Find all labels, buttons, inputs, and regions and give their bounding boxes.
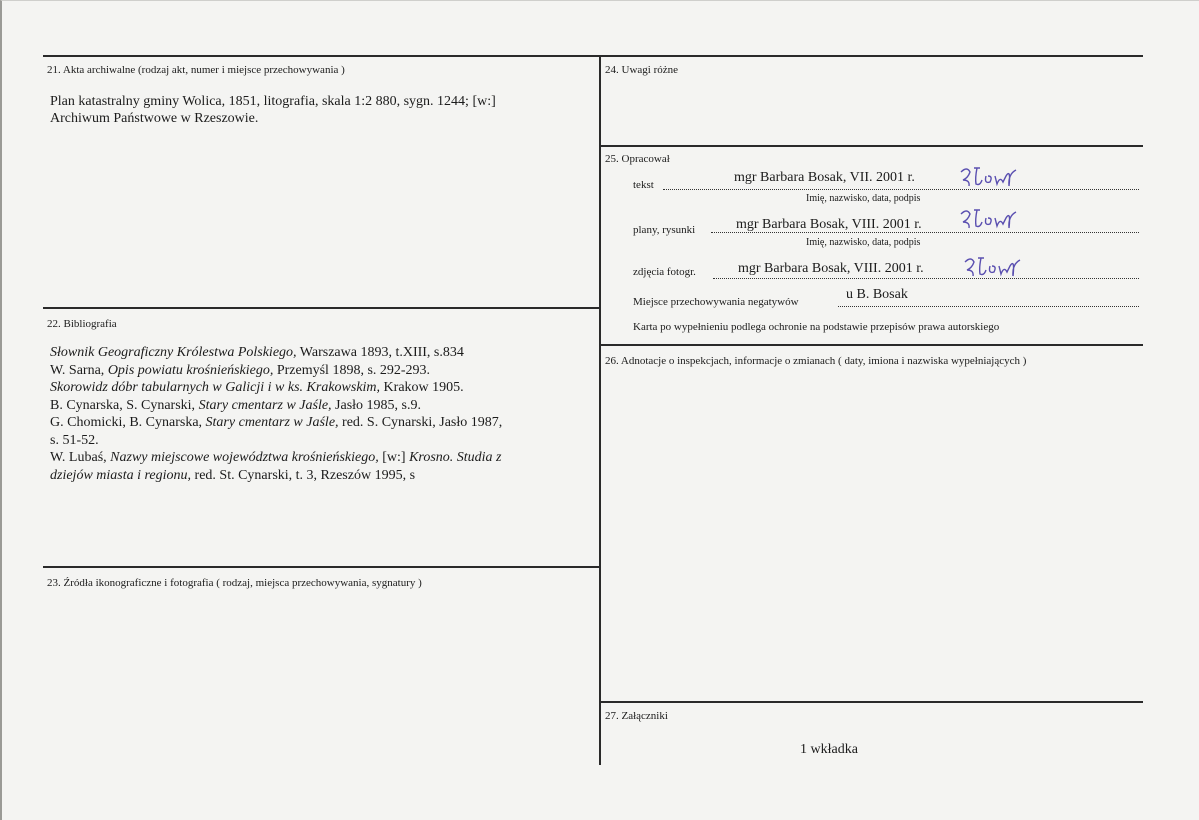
attachments-value: 1 wkładka	[800, 742, 858, 757]
biblio-rest: [w:]	[378, 450, 410, 465]
biblio-author: W. Sarna,	[50, 362, 108, 378]
biblio-rest: Warszawa 1893, t.XIII, s.834	[296, 345, 464, 360]
biblio-entry	[50, 397, 595, 415]
plany-value: mgr Barbara Bosak, VIII. 2001 r.	[736, 217, 922, 232]
biblio-entry	[50, 449, 595, 467]
biblio-rest: red. S. Cynarski, Jasło 1987,	[338, 415, 503, 430]
biblio-author: s. 51-52.	[50, 432, 99, 448]
signature-icon	[958, 206, 1030, 232]
sec23-title: 23. Źródła ikonograficzne i fotografia ( rodzaj, miejsca przechowywania, sygnatury )	[47, 577, 422, 589]
sec26-title: 26. Adnotacje o inspekcjach, informacje o zmianach ( daty, imiona i nazwiska wypełniających )	[605, 355, 1027, 367]
tekst-value: mgr Barbara Bosak, VII. 2001 r.	[734, 170, 915, 185]
sec21-line1: Plan katastralny gminy Wolica, 1851, litografia, skala 1:2 880, sygn. 1244; [w:]	[50, 94, 496, 109]
biblio-rest: Krakow 1905.	[380, 380, 464, 395]
signature-icon	[962, 254, 1034, 280]
caption-2: Imię, nazwisko, data, podpis	[806, 237, 921, 248]
biblio-rest: red. St. Cynarski, t. 3, Rzeszów 1995, s	[191, 467, 416, 483]
rule-center	[599, 55, 601, 765]
biblio-entry	[50, 362, 595, 380]
rule-25-26	[600, 344, 1143, 346]
biblio-title-2: Krosno. Studia z	[409, 450, 502, 465]
plany-label: plany, rysunki	[633, 224, 696, 236]
rule-22-23	[43, 566, 600, 568]
miejsce-label: Miejsce przechowywania negatywów	[633, 296, 799, 308]
sec21-line2: Archiwum Państwowe w Rzeszowie.	[50, 111, 259, 126]
biblio-author: W. Lubaś,	[50, 450, 111, 465]
sec22-title: 22. Bibliografia	[47, 318, 117, 330]
bibliography-list	[50, 344, 595, 484]
sec27-title: 27. Załączniki	[605, 710, 668, 722]
rule-top	[43, 55, 1143, 57]
sec24-title: 24. Uwagi różne	[605, 64, 679, 76]
biblio-rest: Przemyśl 1898, s. 292-293.	[273, 362, 431, 378]
tekst-dotted-line	[663, 189, 1139, 190]
zdjecia-dotted-line	[713, 278, 1139, 279]
tekst-label: tekst	[633, 179, 654, 191]
biblio-title: Słownik Geograficzny Królestwa Polskiego,	[50, 345, 297, 360]
copyright-note: Karta po wypełnieniu podlega ochronie na podstawie przepisów prawa autorskiego	[633, 321, 1000, 333]
biblio-entry	[50, 379, 595, 397]
biblio-entry	[50, 432, 595, 450]
caption-1: Imię, nazwisko, data, podpis	[806, 193, 921, 204]
biblio-entry	[50, 414, 595, 432]
zdjecia-label: zdjęcia fotogr.	[633, 266, 696, 278]
miejsce-dotted-line	[838, 306, 1139, 307]
sec25-title: 25. Opracował	[605, 153, 670, 165]
sec21-title: 21. Akta archiwalne (rodzaj akt, numer i miejsce przechowywania )	[47, 64, 345, 76]
biblio-title: Stary cmentarz w Jaśle,	[205, 415, 339, 430]
miejsce-value: u B. Bosak	[846, 287, 908, 302]
biblio-author: G. Chomicki, B. Cynarska,	[50, 415, 206, 430]
rule-21-22	[43, 307, 600, 309]
biblio-title: Skorowidz dóbr tabularnych w Galicji i w ks. Krakowskim,	[50, 380, 381, 395]
rule-26-27	[600, 701, 1143, 703]
biblio-rest: Jasło 1985, s.9.	[331, 397, 421, 413]
biblio-title: Opis powiatu krośnieńskiego,	[107, 362, 274, 378]
biblio-title: Stary cmentarz w Jaśle,	[198, 397, 332, 413]
biblio-author: B. Cynarska, S. Cynarski,	[50, 397, 199, 413]
biblio-title: dziejów miasta i regionu,	[50, 467, 192, 483]
biblio-entry	[50, 344, 595, 362]
zdjecia-value: mgr Barbara Bosak, VIII. 2001 r.	[738, 261, 924, 276]
biblio-entry	[50, 467, 595, 485]
biblio-title: Nazwy miejscowe województwa krośnieńskiego,	[110, 450, 379, 465]
signature-icon	[958, 164, 1030, 190]
rule-24-25	[600, 145, 1143, 147]
